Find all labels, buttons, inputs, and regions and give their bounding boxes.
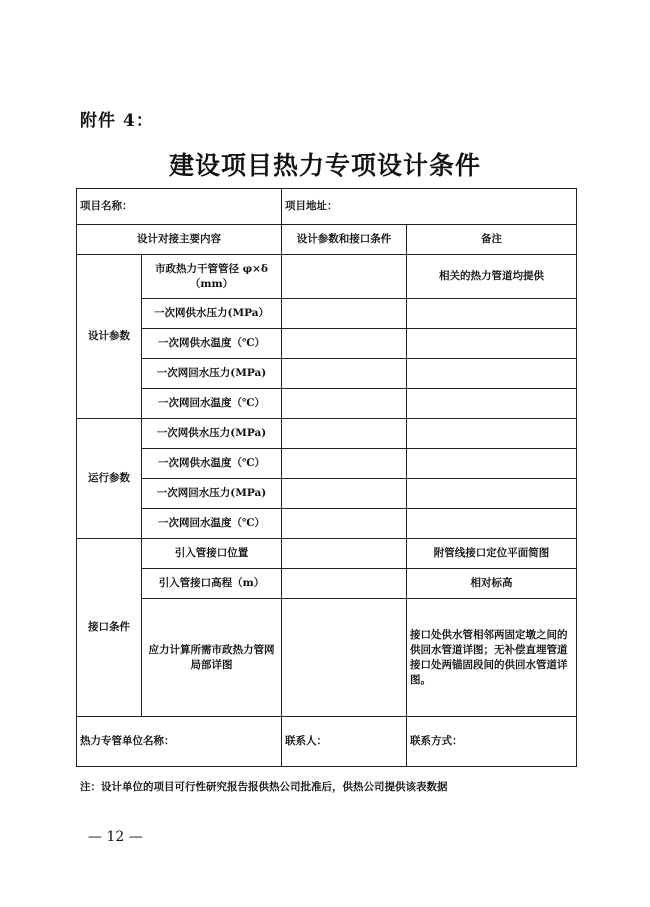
heating-unit-name-cell[interactable]: 热力专管单位名称： [77, 717, 282, 767]
column-header-params: 设计参数和接口条件 [282, 225, 407, 255]
contact-method-cell[interactable]: 联系方式： [407, 717, 577, 767]
row-item: 一次网回水温度（℃） [142, 389, 282, 419]
param-value-cell[interactable] [282, 329, 407, 359]
row-item: 应力计算所需市政热力管网局部详图 [142, 599, 282, 717]
row-item: 引入管接口高程（m） [142, 569, 282, 599]
table-row [77, 255, 577, 299]
table-row [77, 479, 577, 509]
row-item: 引入管接口位置 [142, 539, 282, 569]
document-title: 建设项目热力专项设计条件 [168, 151, 481, 180]
row-remark: 接口处供水管相邻两固定墩之间的供回水管道详图；无补偿直埋管道接口处两锚固段间的供回水管道详图。 [407, 599, 577, 717]
row-item: 一次网供水压力(MPa) [142, 419, 282, 449]
param-value-cell[interactable] [282, 299, 407, 329]
table-row [77, 419, 577, 449]
table-row [77, 389, 577, 419]
page-number: — 12 — [88, 829, 143, 845]
row-remark [407, 509, 577, 539]
row-item: 一次网回水压力(MPa) [142, 479, 282, 509]
group-label-interface: 接口条件 [77, 539, 142, 717]
group-label-operation: 运行参数 [77, 419, 142, 539]
param-value-cell[interactable] [282, 539, 407, 569]
row-remark [407, 299, 577, 329]
param-value-cell[interactable] [282, 389, 407, 419]
table-row [77, 359, 577, 389]
table-row [77, 189, 577, 225]
table-note: 注：设计单位的项目可行性研究报告报供热公司批准后，供热公司提供该表数据 [80, 781, 448, 793]
project-address-cell[interactable]: 项目地址： [282, 189, 577, 225]
table-row [77, 509, 577, 539]
row-remark [407, 389, 577, 419]
param-value-cell[interactable] [282, 449, 407, 479]
param-value-cell[interactable] [282, 359, 407, 389]
row-remark: 附管线接口定位平面简图 [407, 539, 577, 569]
param-value-cell[interactable] [282, 509, 407, 539]
row-item: 一次网供水温度（℃） [142, 449, 282, 479]
row-item: 一次网供水压力(MPa） [142, 299, 282, 329]
param-value-cell[interactable] [282, 569, 407, 599]
table-row [77, 599, 577, 717]
table-row [77, 539, 577, 569]
table-row [77, 449, 577, 479]
design-conditions-table [76, 188, 577, 767]
row-remark [407, 449, 577, 479]
column-header-remarks: 备注 [407, 225, 577, 255]
row-item: 一次网供水温度（℃） [142, 329, 282, 359]
row-remark: 相对标高 [407, 569, 577, 599]
row-remark [407, 479, 577, 509]
param-value-cell[interactable] [282, 599, 407, 717]
table-row [77, 569, 577, 599]
table-row [77, 225, 577, 255]
param-value-cell[interactable] [282, 255, 407, 299]
param-value-cell[interactable] [282, 479, 407, 509]
row-remark: 相关的热力管道均提供 [407, 255, 577, 299]
table-row [77, 299, 577, 329]
row-remark [407, 419, 577, 449]
contact-person-cell[interactable]: 联系人： [282, 717, 407, 767]
column-header-content: 设计对接主要内容 [77, 225, 282, 255]
table-row [77, 329, 577, 359]
project-name-cell[interactable]: 项目名称： [77, 189, 282, 225]
row-remark [407, 359, 577, 389]
attachment-label: 附件 4： [80, 111, 154, 131]
param-value-cell[interactable] [282, 419, 407, 449]
table-row [77, 717, 577, 767]
row-item: 一次网回水温度（℃） [142, 509, 282, 539]
row-remark [407, 329, 577, 359]
group-label-design: 设计参数 [77, 255, 142, 419]
row-item: 市政热力干管管径 φ×δ（mm） [142, 255, 282, 299]
row-item: 一次网回水压力(MPa) [142, 359, 282, 389]
